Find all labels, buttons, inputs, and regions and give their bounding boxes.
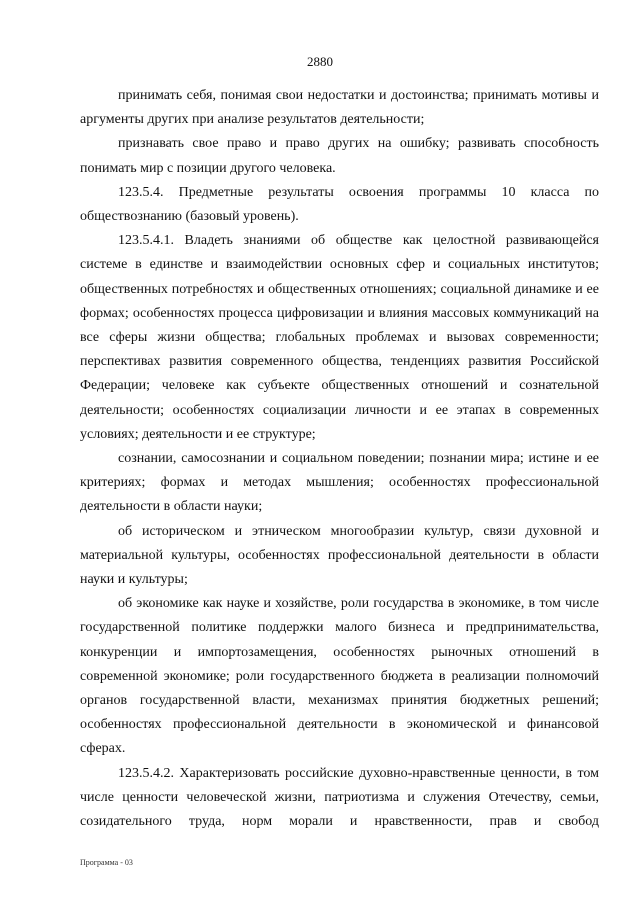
paragraph: признавать свое право и право других на ошибку; развивать способность понимать мир с позиции другого человека. xyxy=(80,136,599,176)
paragraph: принимать себя, понимая свои недостатки и достоинства; принимать мотивы и аргументы других при анализе результатов деятельности; xyxy=(80,88,599,128)
page-number: 2880 xyxy=(307,54,333,69)
document-body xyxy=(80,84,599,834)
paragraph: об экономике как науке и хозяйстве, роли государства в экономике, в том числе государственной политике поддержки малого бизнеса и предпринимательства, конкуренции и импортозамещения, особенностях рыночных отношений в современной экономике; роли государственного бюджета в реализации полномочий органов государственной власти, механизмах принятия бюджетных решений; особенностях профессиональной деятельности в экономической и финансовой сферах. xyxy=(80,596,599,757)
paragraph: об историческом и этническом многообразии культур, связи духовной и материальной культуры, особенностях профессиональной деятельности в области науки и культуры; xyxy=(80,523,599,588)
paragraph: 123.5.4. Предметные результаты освоения программы 10 класса по обществознанию (базовый уровень). xyxy=(80,184,599,225)
paragraph: 123.5.4.2. Характеризовать российские духовно-нравственные ценности, в том числе ценности человеческой жизни, патриотизма и служения Отечеству, семьи, созидательного труда, норм морали и нравственности, прав и свобод xyxy=(80,765,599,830)
paragraph: 123.5.4.1. Владеть знаниями об обществе как целостной развивающейся системе в единстве и взаимодействии основных сфер и социальных институтов; общественных потребностях и общественных отношениях; социальной динамике и ее формах; особенностях процесса цифровизации и влияния массовых коммуникаций на все сферы жизни общества; глобальных проблемах и вызовах современности; перспективах развития современного общества, тенденциях развития Российской Федерации; человеке как субъекте общественных отношений и сознательной деятельности; особенностях социализации личности и ее этапах в современных условиях; деятельности и ее структуре; xyxy=(80,233,599,442)
paragraph: сознании, самосознании и социальном поведении; познании мира; истине и ее критериях; формах и методах мышления; особенностях профессиональной деятельности в области науки; xyxy=(80,451,599,515)
footer-label: Программа - 03 xyxy=(80,858,133,867)
